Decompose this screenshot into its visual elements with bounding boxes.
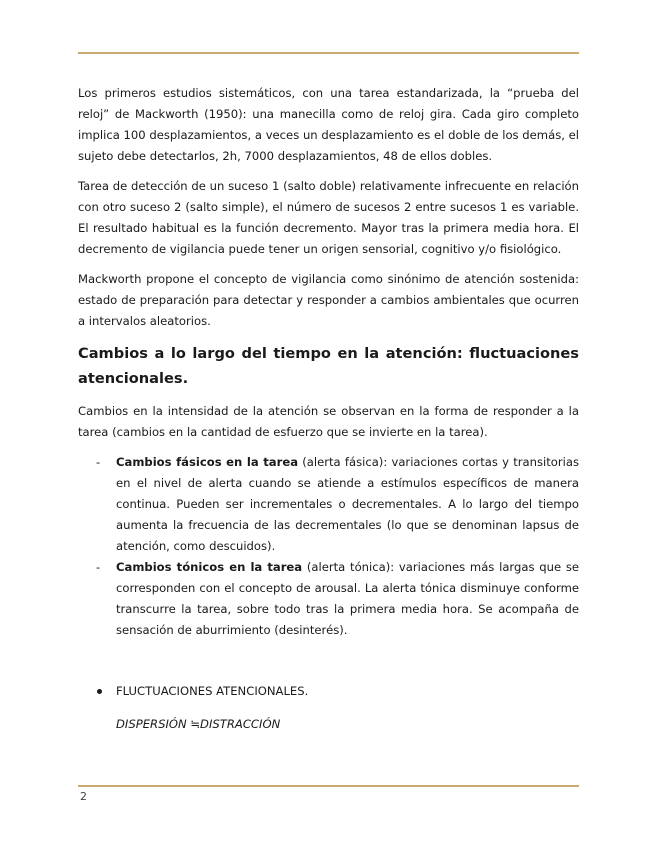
bullet-item — [78, 681, 579, 702]
bullet-dot-icon — [97, 689, 102, 694]
page-body — [78, 83, 579, 735]
paragraph-deteccion-suceso: Tarea de detección de un suceso 1 (salto doble) relativamente infrecuente en relación con otro suceso 2 (salto simple), el número de sucesos 2 entre sucesos 1 es variable. El resultado habitual es la función decremento. Mayor tras la primera media hora. El decremento de vigilancia puede tener un origen sensorial, cognitivo y/o fisiológico. — [78, 179, 579, 256]
fluctuaciones-section — [78, 681, 579, 735]
dash-marker: - — [96, 455, 101, 469]
paragraph-prueba-del-reloj: Los primeros estudios sistemáticos, con una tarea estandarizada, la “prueba del reloj” de Mackworth (1950): una manecilla como de reloj gira. Cada giro completo implica 100 desplazamientos, a veces un desplazamiento es el doble de los demás, el sujeto debe detectarlos, 2h, 7000 desplazamientos, 48 de ellos dobles. — [78, 86, 579, 163]
footer-rule — [78, 785, 579, 787]
changes-list — [78, 452, 579, 641]
list-item-term: Cambios fásicos en la tarea — [116, 455, 299, 469]
list-item-tonicos — [78, 557, 579, 641]
paragraph-intensidad: Cambios en la intensidad de la atención se observan en la forma de responder a la tarea (cambios en la cantidad de esfuerzo que se invierte en la tarea). — [78, 404, 579, 439]
header-rule — [78, 52, 579, 54]
bullet-text: FLUCTUACIONES ATENCIONALES. — [116, 684, 309, 698]
page-number: 2 — [80, 790, 87, 803]
list-item-text: (alerta fásica): variaciones cortas y transitorias en el nivel de alerta cuando se atiende a estímulos específicos de manera continua. Pueden ser incrementales o decrementales. A lo largo del tiempo aumenta la frecuencia de las decrementales (lo que se denominan lapsus de atención, como descuidos). — [116, 455, 579, 553]
section-heading: Cambios a lo largo del tiempo en la atención: fluctuaciones atencionales. — [78, 345, 579, 387]
list-item-text: (alerta tónica): variaciones más largas que se corresponden con el concepto de arousal. La alerta tónica disminuye conforme transcurre la tarea, sobre todo tras la primera media hora. Se acompaña de sensación de aburrimiento (desinterés). — [116, 560, 579, 637]
paragraph-mackworth-vigilancia: Mackworth propone el concepto de vigilancia como sinónimo de atención sostenida: estado de preparación para detectar y responder a cambios ambientales que ocurren a intervalos aleatorios. — [78, 272, 579, 328]
dash-marker: - — [96, 560, 101, 574]
list-item-fasicos — [78, 452, 579, 557]
list-item-term: Cambios tónicos en la tarea — [116, 560, 303, 574]
dispersion-distraccion-line: DISPERSIÓN ≒DISTRACCIÓN — [116, 717, 281, 731]
